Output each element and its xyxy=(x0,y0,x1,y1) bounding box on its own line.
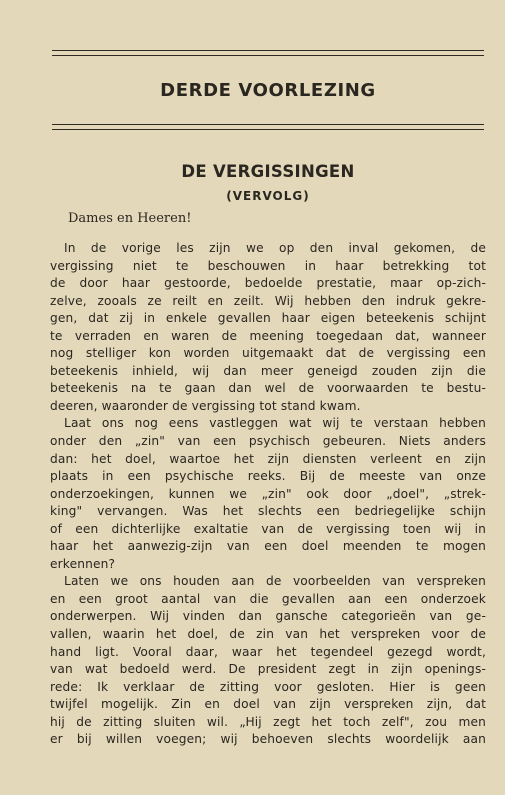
text-line: twijfel mogelijk. Zin en doel van zijn verspreken zijn, dat xyxy=(50,697,486,712)
paragraph-2 xyxy=(50,415,486,573)
text-line: beteekenis na te gaan dan wel de voorwaarden te bestu- xyxy=(50,381,486,396)
greeting: Dames en Heeren! xyxy=(68,211,192,226)
text-line: king" vervangen. Was het slechts een bedriegelijke schijn xyxy=(50,504,486,519)
section-title: DE VERGISSINGEN xyxy=(181,162,355,181)
paragraph-1 xyxy=(50,240,486,415)
text-line: dan: het doel, waartoe het zijn diensten verleent en zijn xyxy=(50,451,486,466)
text-line: In de vorige les zijn we op den inval gekomen, de xyxy=(64,241,486,255)
text-line: nog stelliger kon worden uitgemaakt dat de vergissing een xyxy=(50,346,486,361)
text-line: zelve, zooals ze reilt en zeilt. Wij hebben den indruk gekre- xyxy=(50,293,486,308)
text-line: rede: Ik verklaar de zitting voor gesloten. Hier is geen xyxy=(50,679,486,694)
text-line: en een groot aantal van die gevallen aan een onderzoek xyxy=(50,591,486,606)
body-text xyxy=(50,240,486,749)
text-line: haar het aanwezig-zijn van een doel meenden te mogen xyxy=(50,539,486,554)
rule-line xyxy=(52,55,484,56)
text-line: de door haar gestoorde, bedoelde prestatie, maar op-zich- xyxy=(50,276,486,291)
text-line: erkennen? xyxy=(50,556,116,571)
text-line: plaats in een psychische reeks. Bij de meeste van onze xyxy=(50,469,486,484)
text-line: van wat bedoeld werd. De president zegt in zijn openings- xyxy=(50,662,486,677)
text-line: hand ligt. Vooral daar, waar het tegendeel gezegd wordt, xyxy=(50,644,486,659)
rule-line xyxy=(52,50,484,51)
rule-line xyxy=(52,124,484,125)
paragraph-3 xyxy=(50,573,486,748)
text-line: Laten we ons houden aan de voorbeelden van verspreken xyxy=(64,574,486,589)
text-line: deeren, waaronder de vergissing tot stand kwam. xyxy=(50,398,361,413)
text-line: hij de zitting sluiten wil. „Hij zegt het toch zelf", zou men xyxy=(50,714,486,729)
text-line: of een dichterlijke exaltatie van de vergissing toen wij in xyxy=(50,521,486,536)
section-subtitle: (VERVOLG) xyxy=(226,189,310,203)
text-line: onderzoekingen, kunnen we „zin" ook door „doel", „strek- xyxy=(50,486,486,501)
text-line: te verraden en waren de meening toegedaan dat, wanneer xyxy=(50,328,486,343)
bottom-double-rule xyxy=(52,124,484,134)
text-line: er bij willen voegen; wij behoeven slechts woordelijk aan xyxy=(50,732,486,747)
text-line: gen, dat zij in enkele gevallen haar eigen beteekenis schijnt xyxy=(50,311,486,326)
text-line: vergissing niet te beschouwen in haar betrekking tot xyxy=(50,258,486,273)
text-line: onderwerpen. Wij vinden dan gansche categorieën van ge- xyxy=(50,609,486,624)
text-line: vallen, waarin het doel, de zin van het verspreken voor de xyxy=(50,627,486,642)
rule-line xyxy=(52,129,484,130)
text-line: onder den „zin" van een psychisch gebeuren. Niets anders xyxy=(50,434,486,449)
text-line: beteekenis inhield, wij dan meer geneigd zouden zijn die xyxy=(50,363,486,378)
chapter-title: DERDE VOORLEZING xyxy=(160,80,376,101)
text-line: Laat ons nog eens vastleggen wat wij te verstaan hebben xyxy=(64,416,486,431)
top-double-rule xyxy=(52,50,484,60)
